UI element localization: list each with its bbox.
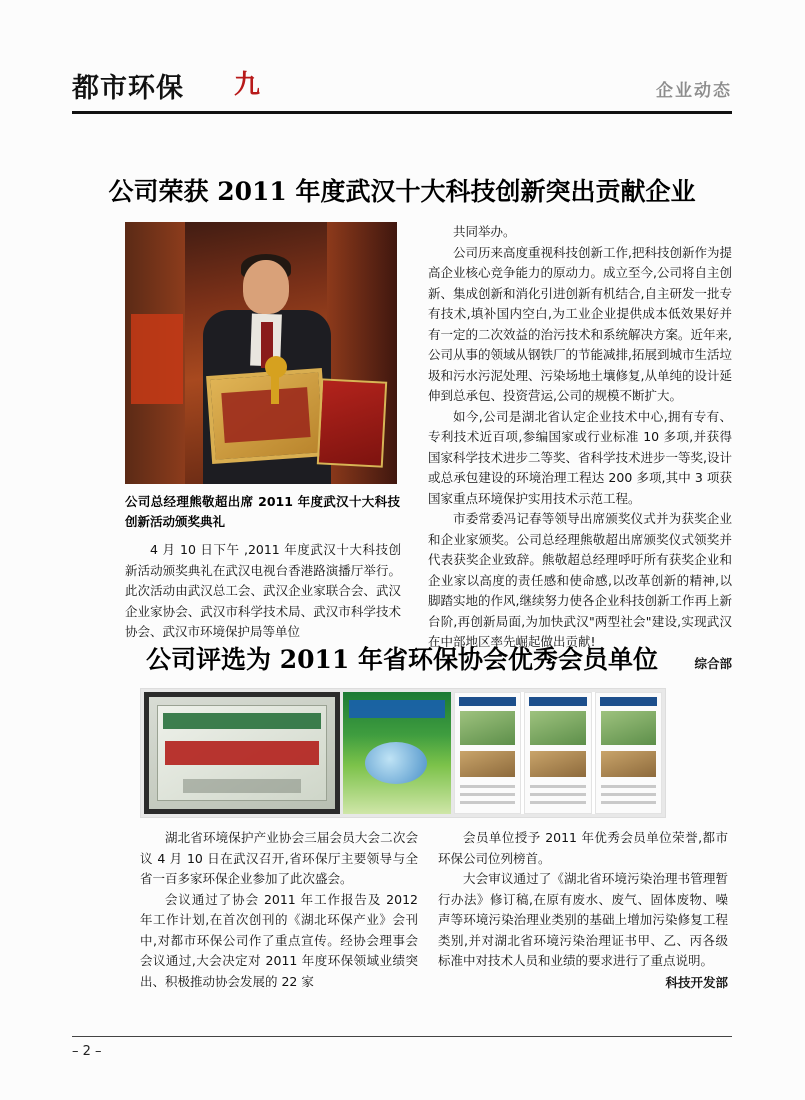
article1-right-p4: 市委常委冯记春等领导出席颁奖仪式并为获奖企业和企业家颁奖。公司总经理熊敬超出席颁奖仪式领奖并代表获奖企业致辞。熊敬超总经理呼吁所有获奖企业和企业家以高度的责任感和使命感,以改革创新的精神,以脚踏实地的作风,继续努力使各企业科技创新工作再上新台阶,再创新局面,为加快武汉"两型社会"建设,实现武汉在中部地区率先崛起做出贡献! — [428, 511, 732, 649]
article1-left-column — [125, 540, 401, 643]
journal-page-3-line — [601, 785, 656, 788]
article2-left-column — [140, 828, 418, 992]
journal-page-1-image — [460, 711, 515, 745]
journal-page-1 — [454, 692, 521, 814]
article1-left-p1: 4 月 10 日下午 ,2011 年度武汉十大科技创新活动颁奖典礼在武汉电视台香港路演播厅举行。此次活动由武汉总工会、武汉企业家联合会、武汉企业家协会、武汉市科学技术局、武汉市科学技术协会、武汉市环境保护局等单位 — [125, 542, 401, 639]
journal-page-2-line — [530, 793, 585, 796]
journal-page-3-line — [601, 793, 656, 796]
plaque-association-text — [163, 713, 321, 729]
masthead-divider — [72, 111, 732, 114]
journal-page-1-line — [460, 793, 515, 796]
photo-award-plaque — [206, 368, 328, 464]
article2-left-p2: 会议通过了协会 2011 年工作报告及 2012 年工作计划,在首次创刊的《湖北环保产业》会刊中,对都市环保公司作了重点宣传。经协会理事会会议通过,大会决定对 2011 年度环保领域业绩突出、积极推动协会发展的 22 家 — [140, 891, 418, 989]
journal-page-1-line — [460, 801, 515, 804]
publication-logo: 都市环保 — [72, 73, 184, 104]
logo-mark-icon: 九 — [234, 70, 261, 100]
photo-caption: 公司总经理熊敬超出席 2011 年度武汉十大科技创新活动颁奖典礼 — [125, 494, 400, 529]
journal-page-2-header — [529, 697, 586, 706]
plaque-footer-text — [183, 779, 301, 793]
article2-left-p1: 湖北省环境保护产业协会三届会员大会二次会议 4 月 10 日在武汉召开,省环保厅主要领导与全省一百多家环保企业参加了此次盛会。 — [140, 830, 418, 886]
article1-right-p3: 如今,公司是湖北省认定企业技术中心,拥有专有、专利技术近百项,参编国家或行业标准 10 多项,并获得国家科学技术进步二等奖、省科学技术进步一等奖,设计或总承包建设的环境治理工程达 200 多项,其中 3 项获国家重点环境保护实用技术示范工程。 — [428, 408, 732, 506]
article1-right-p1: 共同举办。 — [453, 224, 516, 239]
journal-globe-icon — [365, 742, 427, 784]
journal-page-2-image2 — [530, 751, 585, 777]
page-number: – 2 – — [72, 1044, 102, 1059]
photo-banner — [131, 314, 183, 404]
journal-cover-photo — [343, 692, 451, 814]
journal-page-1-line — [460, 785, 515, 788]
article2-right-p1: 会员单位授予 2011 年优秀会员单位荣誉,都市环保公司位列榜首。 — [438, 830, 728, 866]
plaque-award-text — [165, 741, 319, 765]
journal-title-band — [349, 700, 445, 718]
journal-page-3 — [595, 692, 662, 814]
section-label: 企业动态 — [656, 81, 732, 101]
article2-byline: 科技开发部 — [665, 974, 728, 990]
journal-page-1-header — [459, 697, 516, 706]
article1-byline: 综合部 — [694, 655, 732, 671]
article2-title: 公司评选为 2011 年省环保协会优秀会员单位 — [146, 645, 658, 674]
article2-right-column — [438, 828, 728, 993]
article1-right-p2: 公司历来高度重视科技创新工作,把科技创新作为提高企业核心竞争能力的原动力。成立至今,公司将自主创新、集成创新和消化引进创新有机结合,自主研发一批专有技术,填补国内空白,为工业企业提供成本低效果好并有一定的二次效益的治污技术和系统解决方案。近年来,公司从事的领域从钢铁厂的节能减排,拓展到城市生活垃圾和污水污泥处理、污染场地土壤修复,从单纯的设计延伸到总承包、投资营运,公司的规模不断扩大。 — [428, 244, 732, 403]
journal-page-1-image2 — [460, 751, 515, 777]
photo-award-plaque-inner — [221, 387, 310, 443]
journal-page-2 — [524, 692, 591, 814]
footer-divider — [72, 1036, 732, 1037]
journal-spread-photo — [454, 692, 662, 814]
article1-title: 公司荣获 2011 年度武汉十大科技创新突出贡献企业 — [108, 177, 696, 206]
article2-photo-strip — [140, 688, 666, 818]
photo-award-certificate — [317, 378, 387, 467]
journal-page-3-image — [601, 711, 656, 745]
award-ceremony-photo — [125, 222, 397, 484]
journal-page-3-header — [600, 697, 657, 706]
article1-right-column — [428, 222, 732, 674]
journal-page-3-image2 — [601, 751, 656, 777]
photo-person-head — [243, 260, 289, 314]
journal-page-2-line — [530, 801, 585, 804]
journal-page-3-line — [601, 801, 656, 804]
journal-page-2-image — [530, 711, 585, 745]
journal-page-2-line — [530, 785, 585, 788]
photo-flower-ribbon — [271, 374, 279, 404]
masthead — [72, 66, 732, 114]
member-award-plaque-photo — [144, 692, 340, 814]
article2-right-p2: 大会审议通过了《湖北省环境污染治理书管理暂行办法》修订稿,在原有废水、废气、固体废物、噪声等环境污染治理业类别的基础上增加污染修复工程类别,并对湖北省环境污染治理证书甲、乙、丙各级标准中对技术人员和业绩的要求进行了重点说明。 — [438, 871, 728, 968]
